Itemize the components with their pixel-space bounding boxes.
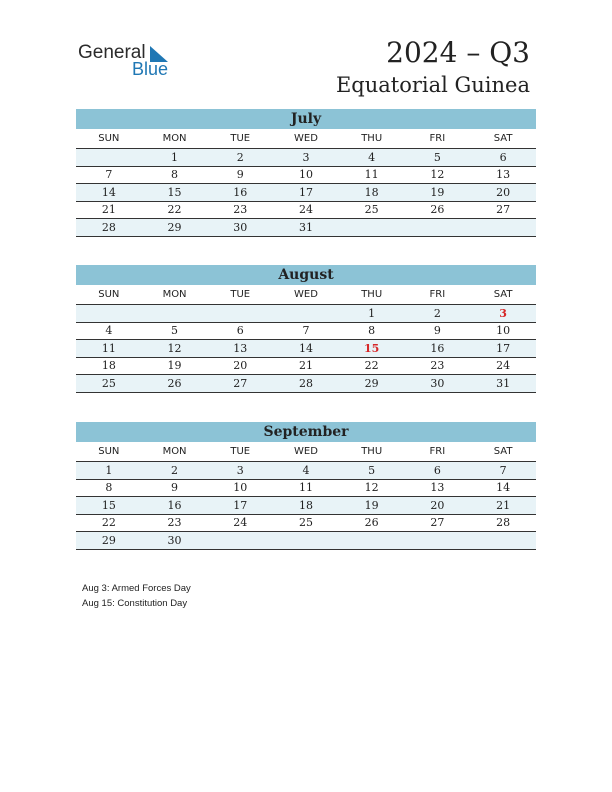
weekday-label: FRI <box>405 442 471 462</box>
day-cell: 14 <box>470 479 536 497</box>
weekday-label: SAT <box>470 129 536 149</box>
day-cell: 4 <box>76 322 142 340</box>
day-cell: 5 <box>339 462 405 480</box>
empty-day-cell <box>207 532 273 550</box>
day-cell: 15 <box>142 184 208 202</box>
day-cell: 28 <box>470 514 536 532</box>
day-cell: 8 <box>142 166 208 184</box>
month-block-august <box>76 265 536 393</box>
weekday-label: WED <box>273 129 339 149</box>
week-row <box>76 340 536 358</box>
day-cell: 26 <box>405 201 471 219</box>
day-cell: 30 <box>142 532 208 550</box>
day-cell: 18 <box>339 184 405 202</box>
month-table <box>76 285 536 393</box>
weekday-label: MON <box>142 285 208 305</box>
day-cell: 9 <box>207 166 273 184</box>
holiday-note: Aug 15: Constitution Day <box>82 597 188 609</box>
day-cell: 27 <box>207 375 273 393</box>
day-cell: 14 <box>76 184 142 202</box>
day-cell: 29 <box>76 532 142 550</box>
week-row <box>76 201 536 219</box>
day-cell: 22 <box>76 514 142 532</box>
day-cell: 16 <box>142 497 208 515</box>
day-cell: 7 <box>273 322 339 340</box>
day-cell: 8 <box>339 322 405 340</box>
weekday-header-row <box>76 129 536 149</box>
day-cell: 22 <box>142 201 208 219</box>
weekday-label: WED <box>273 285 339 305</box>
month-name: August <box>76 265 536 285</box>
day-cell: 28 <box>273 375 339 393</box>
day-cell: 23 <box>207 201 273 219</box>
day-cell: 21 <box>76 201 142 219</box>
day-cell: 25 <box>339 201 405 219</box>
weekday-label: MON <box>142 129 208 149</box>
day-cell: 22 <box>339 357 405 375</box>
day-cell: 15 <box>339 340 405 358</box>
day-cell: 16 <box>405 340 471 358</box>
month-block-july <box>76 109 536 237</box>
day-cell: 18 <box>76 357 142 375</box>
day-cell: 25 <box>76 375 142 393</box>
week-row <box>76 532 536 550</box>
generalblue-logo <box>78 40 188 80</box>
day-cell: 29 <box>142 219 208 237</box>
week-row <box>76 357 536 375</box>
empty-day-cell <box>273 532 339 550</box>
day-cell: 19 <box>339 497 405 515</box>
day-cell: 12 <box>339 479 405 497</box>
day-cell: 1 <box>76 462 142 480</box>
day-cell: 11 <box>339 166 405 184</box>
day-cell: 26 <box>142 375 208 393</box>
weekday-label: TUE <box>207 285 273 305</box>
day-cell: 10 <box>470 322 536 340</box>
week-row <box>76 166 536 184</box>
month-table <box>76 129 536 237</box>
day-cell: 13 <box>470 166 536 184</box>
weekday-label: SAT <box>470 442 536 462</box>
day-cell: 29 <box>339 375 405 393</box>
day-cell: 27 <box>470 201 536 219</box>
day-cell: 19 <box>405 184 471 202</box>
weekday-label: SUN <box>76 442 142 462</box>
holiday-note: Aug 3: Armed Forces Day <box>82 583 191 594</box>
week-row <box>76 305 536 323</box>
empty-day-cell <box>76 149 142 167</box>
day-cell: 24 <box>273 201 339 219</box>
day-cell: 6 <box>405 462 471 480</box>
empty-day-cell <box>273 305 339 323</box>
day-cell: 4 <box>339 149 405 167</box>
weekday-label: SAT <box>470 285 536 305</box>
empty-day-cell <box>142 305 208 323</box>
logo-word-blue: Blue <box>132 59 169 79</box>
day-cell: 2 <box>207 149 273 167</box>
day-cell: 1 <box>339 305 405 323</box>
month-table <box>76 442 536 550</box>
day-cell: 12 <box>405 166 471 184</box>
week-row <box>76 219 536 237</box>
empty-day-cell <box>470 219 536 237</box>
day-cell: 9 <box>405 322 471 340</box>
week-row <box>76 514 536 532</box>
day-cell: 8 <box>76 479 142 497</box>
weekday-label: THU <box>339 285 405 305</box>
weekday-label: THU <box>339 442 405 462</box>
day-cell: 3 <box>273 149 339 167</box>
holiday-notes <box>82 582 191 611</box>
day-cell: 23 <box>142 514 208 532</box>
day-cell: 6 <box>470 149 536 167</box>
day-cell: 20 <box>207 357 273 375</box>
day-cell: 30 <box>207 219 273 237</box>
day-cell: 27 <box>405 514 471 532</box>
day-cell: 14 <box>273 340 339 358</box>
weekday-label: MON <box>142 442 208 462</box>
day-cell: 2 <box>142 462 208 480</box>
month-name: September <box>76 422 536 442</box>
month-name: July <box>76 109 536 129</box>
day-cell: 13 <box>207 340 273 358</box>
day-cell: 13 <box>405 479 471 497</box>
empty-day-cell <box>339 219 405 237</box>
weekday-label: SUN <box>76 129 142 149</box>
day-cell: 18 <box>273 497 339 515</box>
weekday-header-row <box>76 442 536 462</box>
empty-day-cell <box>405 532 471 550</box>
day-cell: 17 <box>470 340 536 358</box>
day-cell: 30 <box>405 375 471 393</box>
day-cell: 21 <box>273 357 339 375</box>
logo-word-general: General <box>78 42 146 63</box>
day-cell: 16 <box>207 184 273 202</box>
weekday-header-row <box>76 285 536 305</box>
day-cell: 2 <box>405 305 471 323</box>
day-cell: 5 <box>405 149 471 167</box>
day-cell: 20 <box>470 184 536 202</box>
week-row <box>76 479 536 497</box>
day-cell: 3 <box>207 462 273 480</box>
weekday-label: SUN <box>76 285 142 305</box>
week-row <box>76 184 536 202</box>
day-cell: 31 <box>470 375 536 393</box>
empty-day-cell <box>207 305 273 323</box>
day-cell: 26 <box>339 514 405 532</box>
weekday-label: FRI <box>405 129 471 149</box>
country-name: Equatorial Guinea <box>335 73 530 97</box>
weekday-label: TUE <box>207 442 273 462</box>
week-row <box>76 322 536 340</box>
day-cell: 10 <box>273 166 339 184</box>
empty-day-cell <box>339 532 405 550</box>
empty-day-cell <box>405 219 471 237</box>
day-cell: 6 <box>207 322 273 340</box>
day-cell: 10 <box>207 479 273 497</box>
day-cell: 17 <box>273 184 339 202</box>
day-cell: 11 <box>273 479 339 497</box>
page-title: 2024 – Q3 <box>386 36 530 69</box>
day-cell: 28 <box>76 219 142 237</box>
day-cell: 7 <box>470 462 536 480</box>
day-cell: 11 <box>76 340 142 358</box>
week-row <box>76 462 536 480</box>
day-cell: 3 <box>470 305 536 323</box>
day-cell: 17 <box>207 497 273 515</box>
day-cell: 25 <box>273 514 339 532</box>
weekday-label: FRI <box>405 285 471 305</box>
day-cell: 24 <box>207 514 273 532</box>
weekday-label: TUE <box>207 129 273 149</box>
day-cell: 15 <box>76 497 142 515</box>
weekday-label: THU <box>339 129 405 149</box>
week-row <box>76 375 536 393</box>
week-row <box>76 149 536 167</box>
day-cell: 19 <box>142 357 208 375</box>
weekday-label: WED <box>273 442 339 462</box>
day-cell: 20 <box>405 497 471 515</box>
empty-day-cell <box>470 532 536 550</box>
day-cell: 12 <box>142 340 208 358</box>
day-cell: 5 <box>142 322 208 340</box>
empty-day-cell <box>76 305 142 323</box>
day-cell: 31 <box>273 219 339 237</box>
day-cell: 7 <box>76 166 142 184</box>
day-cell: 9 <box>142 479 208 497</box>
day-cell: 24 <box>470 357 536 375</box>
day-cell: 21 <box>470 497 536 515</box>
day-cell: 4 <box>273 462 339 480</box>
month-block-september <box>76 422 536 550</box>
week-row <box>76 497 536 515</box>
day-cell: 1 <box>142 149 208 167</box>
day-cell: 23 <box>405 357 471 375</box>
